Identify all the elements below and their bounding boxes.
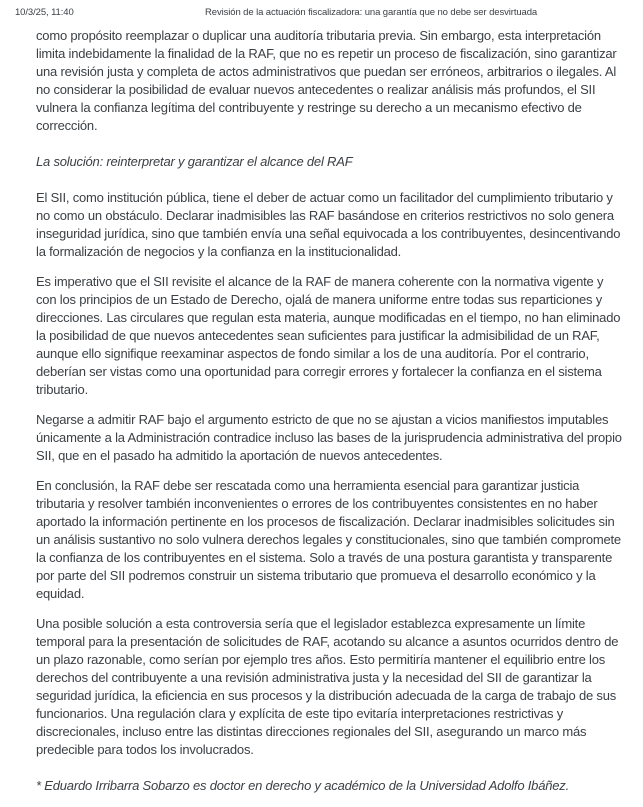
- article-paragraph: Es imperativo que el SII revisite el alcance de la RAF de manera coherente con la normativa vigente y con los principios de un Estado de Derecho, ojalá de manera uniforme entre todas sus reparticiones y direcciones. Las circulares que regulan esta materia, aunque modificadas en el tiempo, no han eliminado la posibilidad de que nuevos antecedentes sean suficientes para justificar la admisibilidad de un RAF, aunque ello signifique reexaminar aspectos de fondo similar a los de una auditoría. Por el contrario, deberían ser vistas como una oportunidad para corregir errores y fortalecer la confianza en el sistema tributario.: [36, 274, 621, 397]
- print-header: [0, 7, 643, 23]
- article-paragraph: Una posible solución a esta controversia sería que el legislador establezca expresamente un límite temporal para la presentación de solicitudes de RAF, acotando su alcance a asuntos ocurridos dentro de un plazo razonable, como serían por ejemplo tres años. Esto permitiría mantener el equilibrio entre los derechos del contribuyente a una revisión administrativa justa y la necesidad del SII de garantizar la seguridad jurídica, la eficiencia en sus procesos y la distribución adecuada de la carga de trabajo de sus funcionarios. Una regulación clara y explícita de este tipo evitaría interpretaciones restrictivas y discrecionales, incluso entre las distintas direcciones regionales del SII, asegurando un marco más predecible para todos los involucrados.: [36, 616, 619, 757]
- article-paragraph: En conclusión, la RAF debe ser rescatada como una herramienta esencial para garantizar justicia tributaria y resolver también inconvenientes o errores de los contribuyentes consistentes en no haber aportado la información pertinente en los procesos de fiscalización. Declarar inadmisibles solicitudes sin un análisis sustantivo no solo vulnera derechos legales y constitucionales, sino que también compromete la confianza de los contribuyentes en el sistema. Solo a través de una postura garantista y transparente por parte del SII podremos construir un sistema tributario que promueva el desarrollo económico y la equidad.: [36, 478, 621, 601]
- print-header-document-title: Revisión de la actuación fiscalizadora: una garantía que no debe ser desvirtuada: [205, 7, 538, 18]
- print-header-datetime: 10/3/25, 11:40: [15, 7, 74, 18]
- article-paragraph-intro: como propósito reemplazar o duplicar una auditoría tributaria previa. Sin embargo, esta interpretación limita indebidamente la finalidad de la RAF, que no es repetir un proceso de fiscalización, sino garantizar una revisión justa y completa de actos administrativos que puedan ser erróneos, arbitrarios o ilegales. Al no considerar la posibilidad de evaluar nuevos antecedentes o realizar análisis más profundos, el SII vulnera la confianza legítima del contribuyente y restringe su derecho a un mecanismo efectivo de corrección.: [36, 28, 617, 133]
- article-body: [36, 27, 622, 807]
- article-paragraph: Negarse a admitir RAF bajo el argumento estricto de que no se ajustan a vicios manifiestos imputables únicamente a la Administración contradice incluso las bases de la jurisprudencia administrativa del propio SII, que en el pasado ha admitido la aportación de nuevos antecedentes.: [36, 412, 622, 463]
- article-section-heading: La solución: reinterpretar y garantizar el alcance del RAF: [36, 154, 353, 169]
- article-author-footnote: * Eduardo Irribarra Sobarzo es doctor en derecho y académico de la Universidad Adolfo Ibáñez.: [36, 778, 570, 793]
- article-paragraph: El SII, como institución pública, tiene el deber de actuar como un facilitador del cumplimiento tributario y no como un obstáculo. Declarar inadmisibles las RAF basándose en criterios restrictivos no solo genera inseguridad jurídica, sino que también envía una señal equivocada a los contribuyentes, desincentivando la formalización de negocios y la confianza en la institucionalidad.: [36, 190, 621, 259]
